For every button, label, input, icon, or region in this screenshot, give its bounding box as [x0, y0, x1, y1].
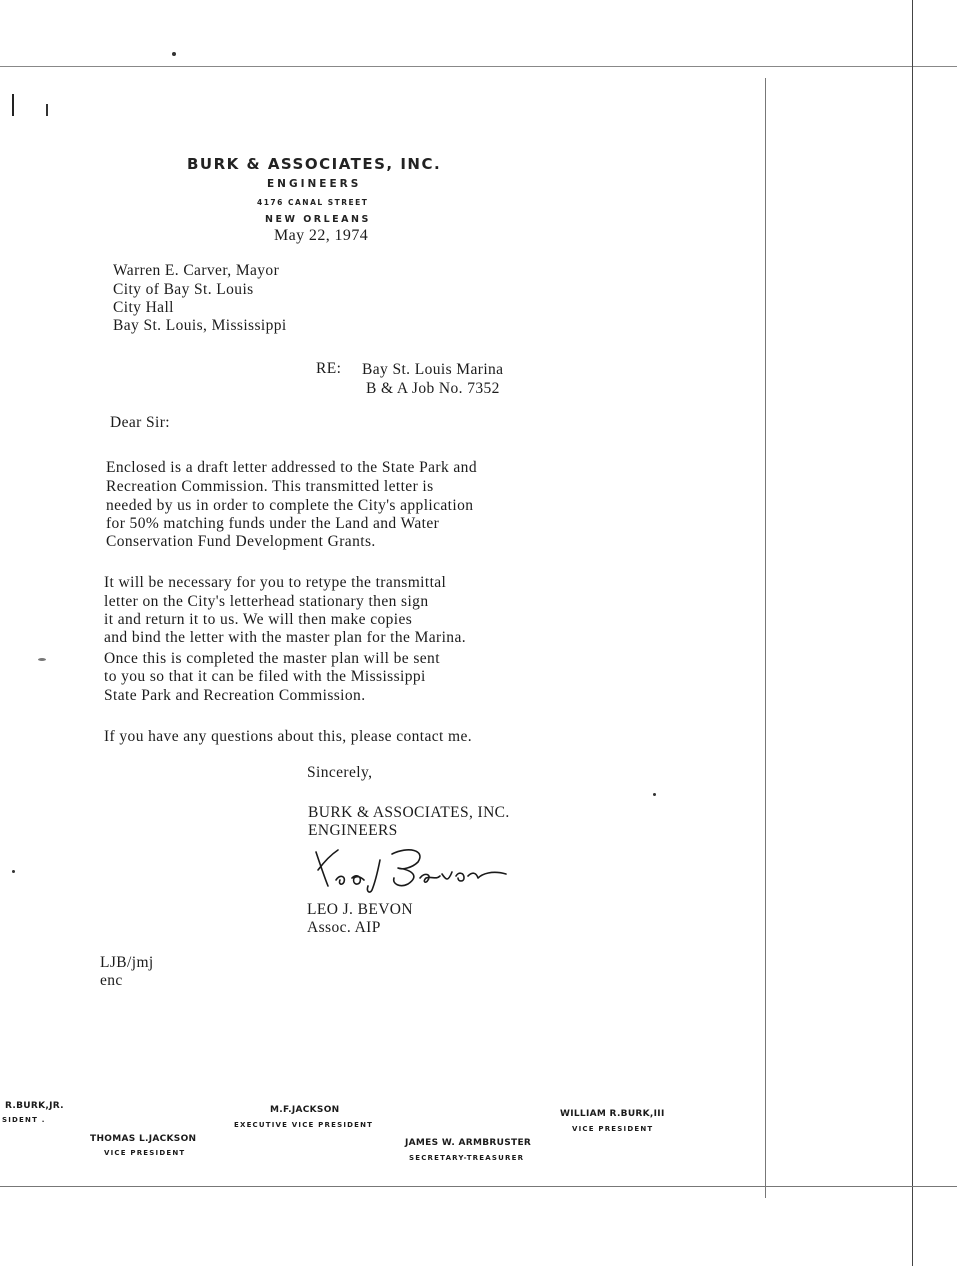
body-line: State Park and Recreation Commission.	[104, 687, 366, 704]
letterhead-street: 4176 CANAL STREET	[257, 198, 369, 207]
body-line: needed by us in order to complete the City's application	[106, 497, 474, 514]
body-line: Once this is completed the master plan will be sent	[104, 650, 440, 667]
signer-title: Assoc. AIP	[307, 919, 381, 936]
complimentary-close: Sincerely,	[307, 764, 373, 781]
officer-title: VICE PRESIDENT	[104, 1149, 186, 1157]
scan-mark	[46, 104, 48, 116]
officer-name: THOMAS L.JACKSON	[90, 1134, 197, 1144]
re-job-number: B & A Job No. 7352	[366, 380, 500, 397]
letter-date: May 22, 1974	[274, 227, 369, 244]
enclosure-note: enc	[100, 972, 123, 989]
letterhead-city: NEW ORLEANS	[265, 214, 371, 225]
re-label: RE:	[316, 360, 342, 377]
body-line: Recreation Commission. This transmitted letter is	[106, 478, 434, 495]
officer-name: JAMES W. ARMBRUSTER	[405, 1138, 532, 1148]
salutation: Dear Sir:	[110, 414, 170, 431]
closing-company-engineers: ENGINEERS	[308, 822, 398, 839]
page-edge-top	[0, 66, 957, 67]
scan-mark	[12, 94, 14, 116]
officer-title: VICE PRESIDENT	[572, 1125, 654, 1133]
reference-initials: LJB/jmj	[100, 954, 154, 971]
officer-title: EXECUTIVE VICE PRESIDENT	[234, 1121, 374, 1129]
scan-speck	[172, 52, 176, 56]
scan-speck	[12, 870, 15, 873]
officer-name: WILLIAM R.BURK,III	[560, 1109, 665, 1119]
signature	[308, 840, 518, 896]
signer-name: LEO J. BEVON	[307, 901, 413, 918]
officer-name: M.F.JACKSON	[270, 1105, 340, 1115]
body-line: for 50% matching funds under the Land and Water	[106, 515, 440, 532]
body-line: and bind the letter with the master plan for the Marina.	[104, 629, 466, 646]
recipient-line: Bay St. Louis, Mississippi	[113, 317, 287, 334]
body-line: it and return it to us. We will then make copies	[104, 611, 413, 628]
closing-company: BURK & ASSOCIATES, INC.	[308, 804, 510, 821]
officer-name: R.BURK,JR.	[5, 1101, 64, 1111]
officer-title: SIDENT .	[2, 1116, 46, 1124]
body-line: If you have any questions about this, please contact me.	[104, 728, 473, 745]
body-line: Enclosed is a draft letter addressed to the State Park and	[106, 459, 477, 476]
recipient-line: Warren E. Carver, Mayor	[113, 262, 280, 279]
recipient-line: City of Bay St. Louis	[113, 281, 254, 298]
page-edge-bottom	[0, 1186, 957, 1187]
page-edge-far-right	[912, 0, 913, 1266]
scan-speck	[653, 793, 656, 796]
letterhead-company: BURK & ASSOCIATES, INC.	[187, 155, 442, 173]
officer-title: SECRETARY-TREASURER	[409, 1154, 525, 1162]
letterhead-engineers: ENGINEERS	[267, 178, 362, 190]
page-edge-right	[765, 78, 766, 1198]
body-line: to you so that it can be filed with the Mississippi	[104, 668, 426, 685]
scan-speck	[38, 658, 46, 661]
body-line: letter on the City's letterhead stationary then sign	[104, 593, 429, 610]
recipient-line: City Hall	[113, 299, 174, 316]
body-line: Conservation Fund Development Grants.	[106, 533, 376, 550]
body-line: It will be necessary for you to retype the transmittal	[104, 574, 447, 591]
re-subject: Bay St. Louis Marina	[362, 361, 504, 378]
